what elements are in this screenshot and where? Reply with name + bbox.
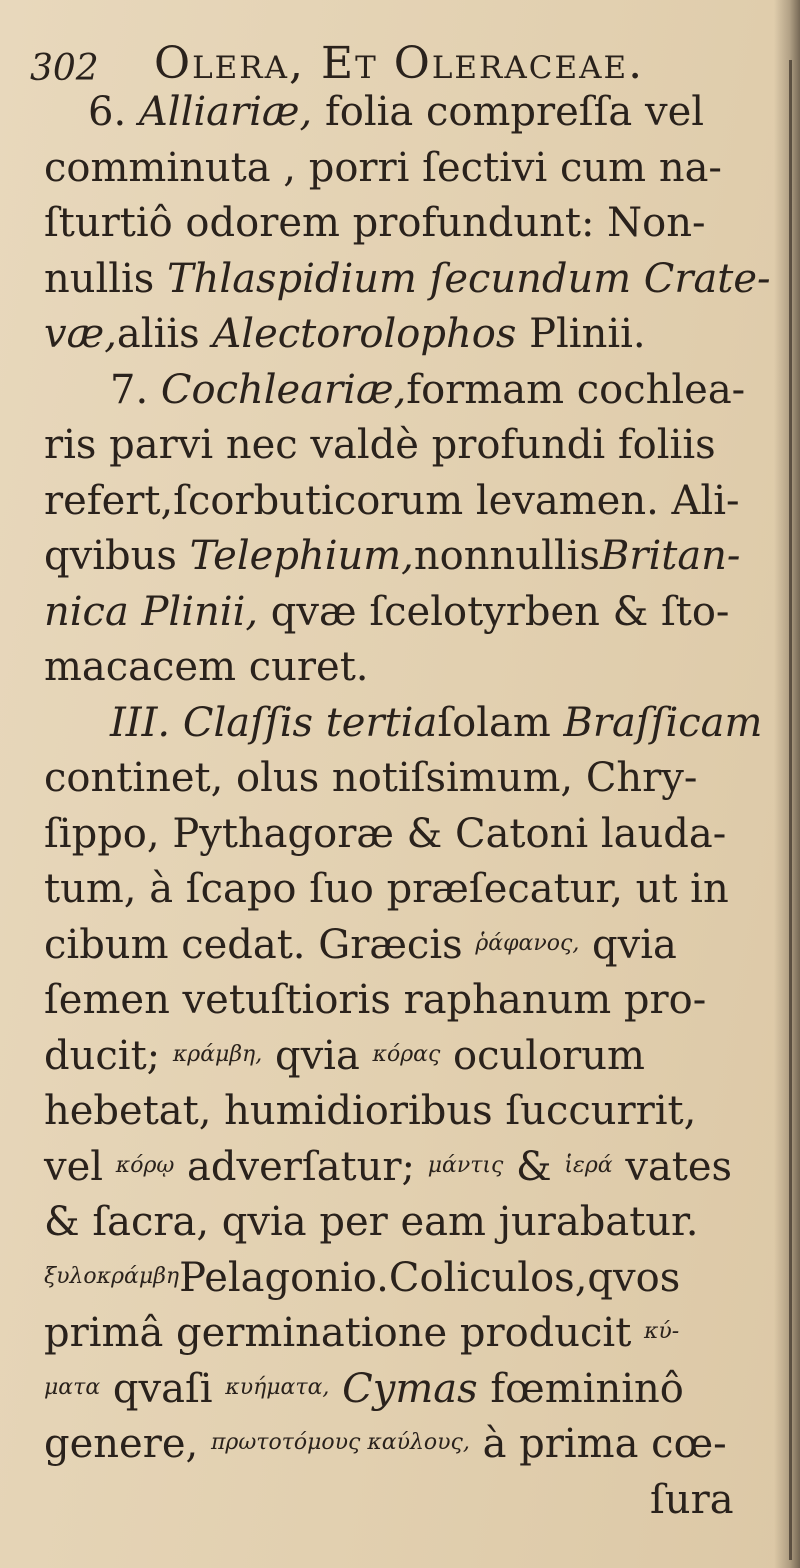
roman-text: comminuta , porri ſectivi cum na- xyxy=(44,144,722,191)
roman-text: oculorum xyxy=(440,1032,645,1079)
roman-text: qvæ ſcelotyrben & ſto- xyxy=(258,588,730,635)
text-line xyxy=(44,422,716,468)
greek-text: ῥάφανος, xyxy=(475,930,580,956)
roman-text: vel xyxy=(44,1143,116,1190)
roman-text: primâ germinatione producit xyxy=(44,1310,644,1356)
roman-text: fœmininô xyxy=(477,1365,684,1412)
page-number: 302 xyxy=(30,48,99,89)
roman-text: qvia xyxy=(262,1032,373,1079)
text-line xyxy=(44,1310,680,1356)
roman-text: ducit; xyxy=(44,1032,173,1079)
italic-text: III. Claſſis tertia xyxy=(110,699,438,746)
text-line xyxy=(44,1421,727,1467)
text-line xyxy=(44,144,722,191)
italic-text: nica Plinii, xyxy=(44,588,259,635)
roman-text: qvibus xyxy=(44,533,190,579)
roman-text: adverſatur; xyxy=(174,1143,428,1190)
italic-text: Cymas xyxy=(329,1365,478,1412)
text-line xyxy=(44,255,771,302)
text-line xyxy=(44,810,727,857)
greek-text: ξυλοκράμβη xyxy=(44,1263,180,1289)
greek-text: κράμβη, xyxy=(172,1041,263,1067)
roman-text: ſippo, Pythagoræ & Catoni lauda- xyxy=(44,810,727,857)
italic-text: Britan- xyxy=(599,533,741,579)
italic-text: Telephium, xyxy=(189,533,414,579)
greek-text: κύ- xyxy=(644,1319,680,1344)
greek-text: μάντις xyxy=(427,1152,504,1178)
running-title: Olera, Et Oleraceae. xyxy=(154,38,645,89)
roman-text: à prima cœ- xyxy=(469,1421,727,1467)
roman-text: nonnullis xyxy=(413,533,600,579)
roman-text: folia compreſſa vel xyxy=(312,89,705,135)
roman-text: cibum cedat. Græcis xyxy=(44,921,476,968)
text-line xyxy=(44,588,730,635)
text-line xyxy=(44,311,646,357)
text-line xyxy=(110,366,746,413)
italic-text: Alliariæ, xyxy=(138,89,313,135)
roman-text: & ſacra, qvia per eam jurabatur. xyxy=(44,1199,699,1245)
italic-text: Alectorolophos xyxy=(212,311,517,357)
text-line xyxy=(88,89,705,135)
text-line xyxy=(44,533,741,579)
text-line xyxy=(44,866,729,912)
greek-text: κόρῳ xyxy=(115,1152,175,1178)
greek-text: κόρας xyxy=(372,1041,441,1067)
roman-text: macacem curet. xyxy=(44,644,369,690)
text-line xyxy=(44,1143,733,1190)
roman-text: Pelagonio.Coliculos,qvos xyxy=(179,1254,681,1301)
greek-text: πρωτοτόμους καύλους, xyxy=(210,1430,470,1455)
page-gutter-shadow xyxy=(774,0,800,1568)
roman-text: continet, olus notiſsimum, Chry- xyxy=(44,755,698,801)
text-line xyxy=(44,1088,697,1134)
text-line xyxy=(44,1254,681,1301)
text-line xyxy=(44,1365,684,1412)
roman-text: formam cochlea- xyxy=(406,366,746,413)
text-line xyxy=(44,200,706,246)
roman-text: qvia xyxy=(579,921,677,968)
text-line xyxy=(44,921,677,968)
text-line xyxy=(44,977,707,1023)
roman-text: & xyxy=(503,1143,565,1190)
roman-text: 7. xyxy=(110,366,161,413)
roman-text: qvaſi xyxy=(100,1365,226,1412)
text-line xyxy=(44,644,369,690)
text-line xyxy=(110,699,763,746)
italic-text: Cochleariæ, xyxy=(160,366,407,413)
roman-text: nullis xyxy=(44,255,168,302)
roman-text: genere, xyxy=(44,1421,211,1467)
page-edge-line xyxy=(789,60,792,1560)
text-line xyxy=(44,1032,645,1079)
roman-text: ſemen vetuſtioris raphanum pro- xyxy=(44,977,707,1023)
roman-text: ſturtiô odorem profundunt: Non- xyxy=(44,200,706,246)
text-line xyxy=(44,1199,699,1245)
roman-text: ris parvi nec valdè profundi foliis xyxy=(44,422,716,468)
greek-text: ἱερά xyxy=(564,1152,613,1178)
text-line xyxy=(44,755,698,801)
italic-text: væ, xyxy=(44,311,117,357)
roman-text: 6. xyxy=(88,89,139,135)
italic-text: Thlaspidium ſecundum Crate- xyxy=(167,255,771,302)
roman-text: aliis xyxy=(116,311,213,357)
roman-text: ſolam xyxy=(437,699,564,746)
roman-text: vates xyxy=(612,1143,733,1190)
roman-text: tum, à ſcapo ſuo præſecatur, ut in xyxy=(44,866,729,912)
greek-text: κυήματα, xyxy=(225,1374,330,1400)
roman-text: ſura xyxy=(650,1476,734,1523)
text-line xyxy=(44,477,740,524)
roman-text: refert,ſcorbuticorum levamen. Ali- xyxy=(44,477,740,524)
text-line xyxy=(650,1476,734,1523)
roman-text: Plinii. xyxy=(516,311,646,357)
italic-text: Braſſicam xyxy=(563,699,763,746)
greek-text: ματα xyxy=(44,1374,101,1400)
roman-text: hebetat, humidioribus ſuccurrit, xyxy=(44,1088,697,1134)
